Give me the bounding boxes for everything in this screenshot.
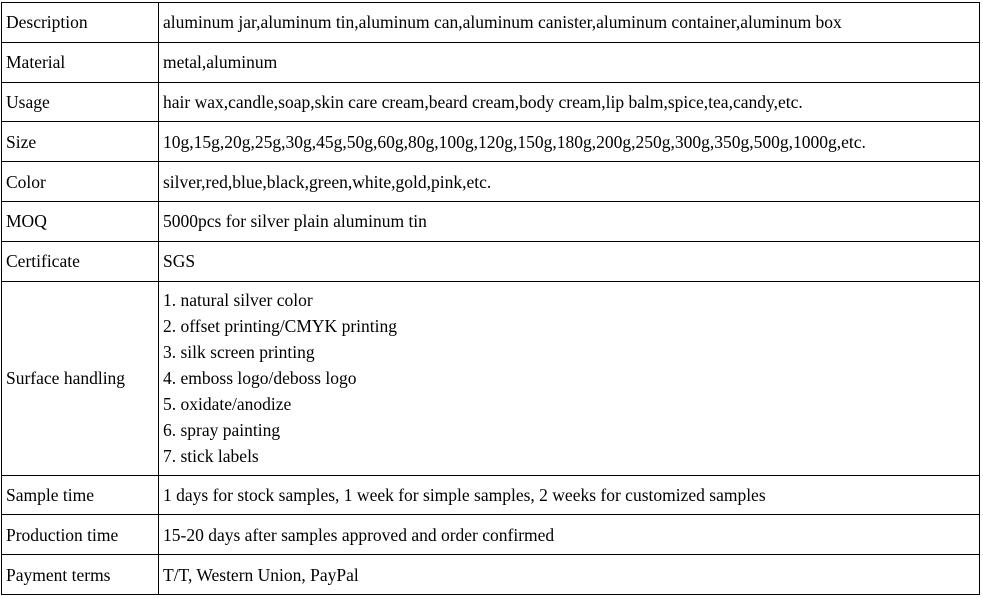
table-row	[2, 82, 980, 122]
row-value-certificate: SGS	[159, 241, 980, 281]
table-row	[2, 515, 980, 555]
table-row	[2, 122, 980, 162]
row-label-color: Color	[2, 162, 159, 202]
table-row	[2, 201, 980, 241]
row-label-surface-handling: Surface handling	[2, 281, 159, 475]
surface-option: 5. oxidate/anodize	[163, 394, 292, 415]
row-value-color: silver,red,blue,black,green,white,gold,pink,etc.	[159, 162, 980, 202]
table-row	[2, 241, 980, 281]
row-value-description: aluminum jar,aluminum tin,aluminum can,aluminum canister,aluminum container,aluminum box	[159, 3, 980, 43]
row-value-surface-handling	[159, 281, 980, 475]
row-value-production-time: 15-20 days after samples approved and order confirmed	[159, 515, 980, 555]
row-label-sample-time: Sample time	[2, 475, 159, 515]
row-value-usage: hair wax,candle,soap,skin care cream,beard cream,body cream,lip balm,spice,tea,candy,etc.	[159, 82, 980, 122]
table-row	[2, 281, 980, 475]
row-value-sample-time: 1 days for stock samples, 1 week for simple samples, 2 weeks for customized samples	[159, 475, 980, 515]
table-row	[2, 3, 980, 43]
surface-option: 1. natural silver color	[163, 290, 313, 311]
row-label-material: Material	[2, 42, 159, 82]
table-row	[2, 42, 980, 82]
table-row	[2, 475, 980, 515]
row-value-moq: 5000pcs for silver plain aluminum tin	[159, 201, 980, 241]
row-label-size: Size	[2, 122, 159, 162]
row-label-usage: Usage	[2, 82, 159, 122]
table-row	[2, 555, 980, 595]
row-label-description: Description	[2, 3, 159, 43]
table-row	[2, 162, 980, 202]
surface-option: 2. offset printing/CMYK printing	[163, 316, 397, 337]
row-label-payment-terms: Payment terms	[2, 555, 159, 595]
surface-option: 3. silk screen printing	[163, 342, 315, 363]
surface-option: 4. emboss logo/deboss logo	[163, 368, 357, 389]
row-label-production-time: Production time	[2, 515, 159, 555]
row-value-payment-terms: T/T, Western Union, PayPal	[159, 555, 980, 595]
surface-option: 7. stick labels	[163, 446, 259, 467]
row-value-material: metal,aluminum	[159, 42, 980, 82]
row-label-moq: MOQ	[2, 201, 159, 241]
row-value-size: 10g,15g,20g,25g,30g,45g,50g,60g,80g,100g,120g,150g,180g,200g,250g,300g,350g,500g,1000g,etc.	[159, 122, 980, 162]
product-spec-table	[1, 2, 980, 595]
surface-option: 6. spray painting	[163, 420, 281, 441]
row-label-certificate: Certificate	[2, 241, 159, 281]
